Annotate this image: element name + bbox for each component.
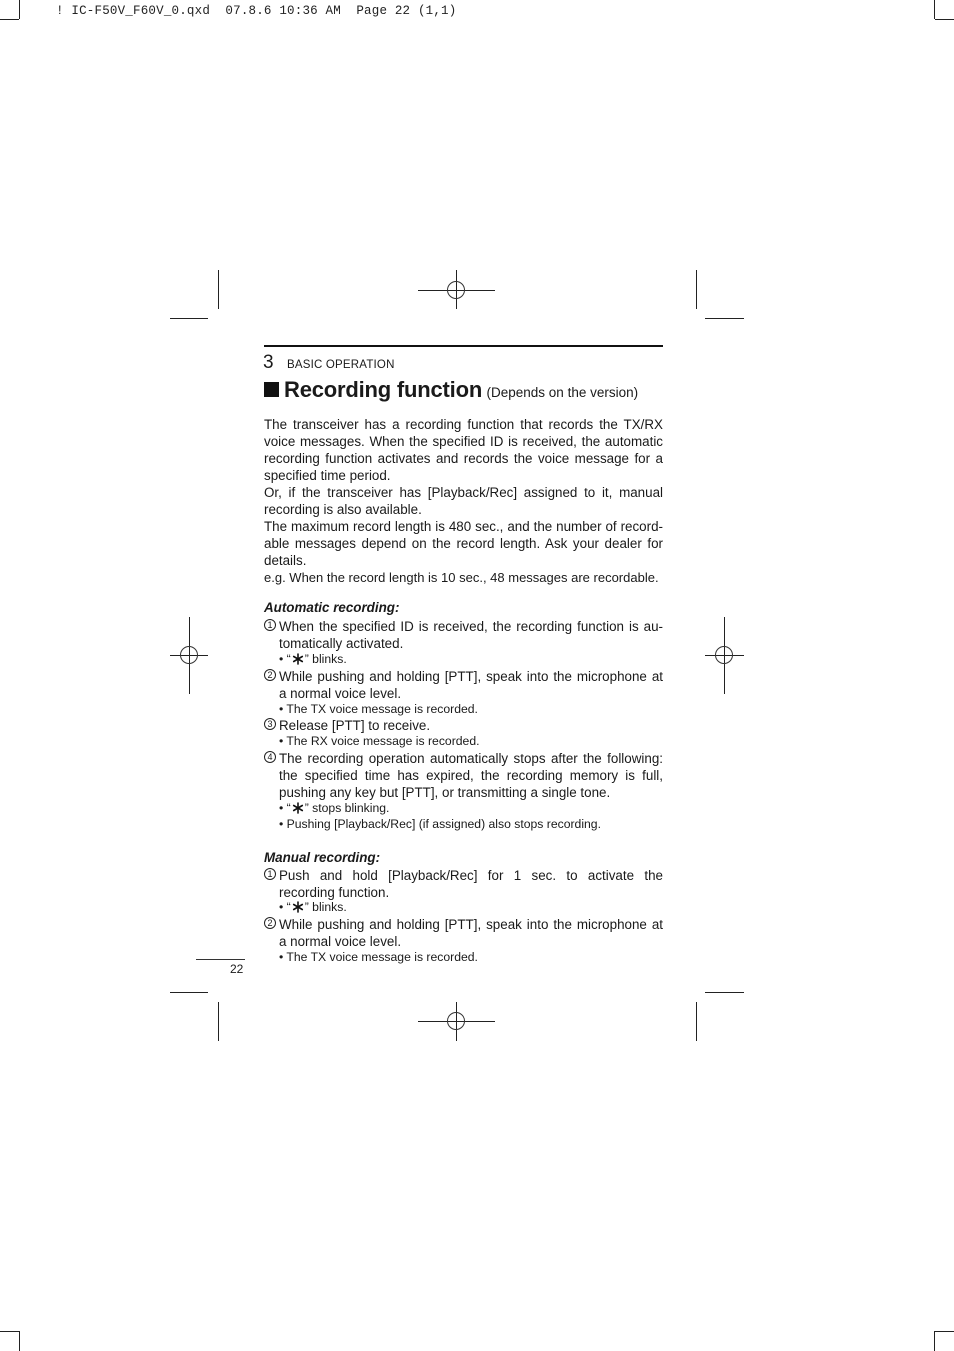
crop-mark (19, 0, 20, 19)
registration-circle (447, 281, 465, 299)
step-text: Release [PTT] to receive. (279, 718, 431, 733)
step-note: • “ ” blinks. (279, 900, 347, 914)
asterisk-icon (292, 901, 304, 913)
step-item (264, 668, 663, 702)
header-rule (264, 345, 663, 347)
step-item (264, 867, 663, 901)
step-item (264, 717, 663, 734)
step-number: 3 (264, 718, 276, 730)
trim-mark (218, 270, 219, 309)
square-bullet-icon (264, 382, 279, 397)
folio-rule (196, 959, 245, 960)
trim-mark (218, 1002, 219, 1041)
crop-mark (935, 19, 954, 20)
step-number: 4 (264, 751, 276, 763)
paragraph: Or, if the transceiver has [Playback/Rec] assigned to it, manual recording is also available. (264, 485, 663, 517)
step-item (264, 750, 663, 801)
crop-mark (935, 1331, 954, 1332)
trim-mark (696, 270, 697, 309)
step-note: • “ ” blinks. (279, 652, 347, 666)
registration-circle (180, 646, 198, 664)
step-note: • The TX voice message is recorded. (279, 702, 478, 716)
step-text: While pushing and holding [PTT], speak into the microphone at a normal voice level. (279, 917, 663, 949)
crop-mark (934, 1331, 935, 1351)
crop-mark (19, 1331, 20, 1351)
section-title: Recording function (284, 377, 483, 402)
trim-mark (170, 992, 208, 993)
section-heading (264, 377, 638, 403)
trim-mark (705, 318, 744, 319)
trim-mark (696, 1002, 697, 1041)
trim-mark (705, 992, 744, 993)
crop-mark (0, 1331, 19, 1332)
page-number: 22 (230, 962, 244, 976)
step-note: • Pushing [Playback/Rec] (if assigned) also stops recording. (279, 817, 601, 831)
intro-text (264, 416, 663, 586)
asterisk-icon (292, 802, 304, 814)
registration-circle (715, 646, 733, 664)
subheading-manual: Manual recording: (264, 850, 381, 865)
section-note: (Depends on the version) (486, 385, 639, 400)
step-number: 1 (264, 868, 276, 880)
step-note: • The TX voice message is recorded. (279, 950, 478, 964)
step-text: The recording operation automatically stops after the following: the specified time has expired, the recording memory is full, pushing any key but [PTT], or transmitting a single tone. (279, 751, 663, 800)
step-note: • “ ” stops blinking. (279, 801, 390, 815)
paragraph: The transceiver has a recording function that records the TX/RX voice messages. When the specified ID is received, the automatic recording function activates and records the voice message for a specified time period. (264, 417, 663, 483)
step-item (264, 618, 663, 652)
step-number: 1 (264, 619, 276, 631)
paragraph: The maximum record length is 480 sec., and the number of record-able messages depend on the record length. Ask your dealer for details. (264, 519, 663, 568)
chapter-name: BASIC OPERATION (287, 359, 395, 371)
paragraph: e.g. When the record length is 10 sec., 48 messages are recordable. (264, 570, 659, 585)
registration-circle (447, 1012, 465, 1030)
chapter-number: 3 (263, 352, 274, 373)
file-slug: ! IC-F50V_F60V_0.qxd 07.8.6 10:36 AM Page 22 (1,1) (56, 4, 457, 18)
step-number: 2 (264, 669, 276, 681)
step-note: • The RX voice message is recorded. (279, 734, 480, 748)
crop-mark (0, 19, 19, 20)
subheading-automatic: Automatic recording: (264, 600, 400, 615)
step-text: While pushing and holding [PTT], speak into the microphone at a normal voice level. (279, 669, 663, 701)
step-item (264, 916, 663, 950)
trim-mark (170, 318, 208, 319)
asterisk-icon (292, 653, 304, 665)
crop-mark (934, 0, 935, 19)
step-text: Push and hold [Playback/Rec] for 1 sec. to activate the recording function. (279, 868, 663, 900)
step-number: 2 (264, 917, 276, 929)
step-text: When the specified ID is received, the recording function is au-tomatically activated. (279, 619, 663, 651)
